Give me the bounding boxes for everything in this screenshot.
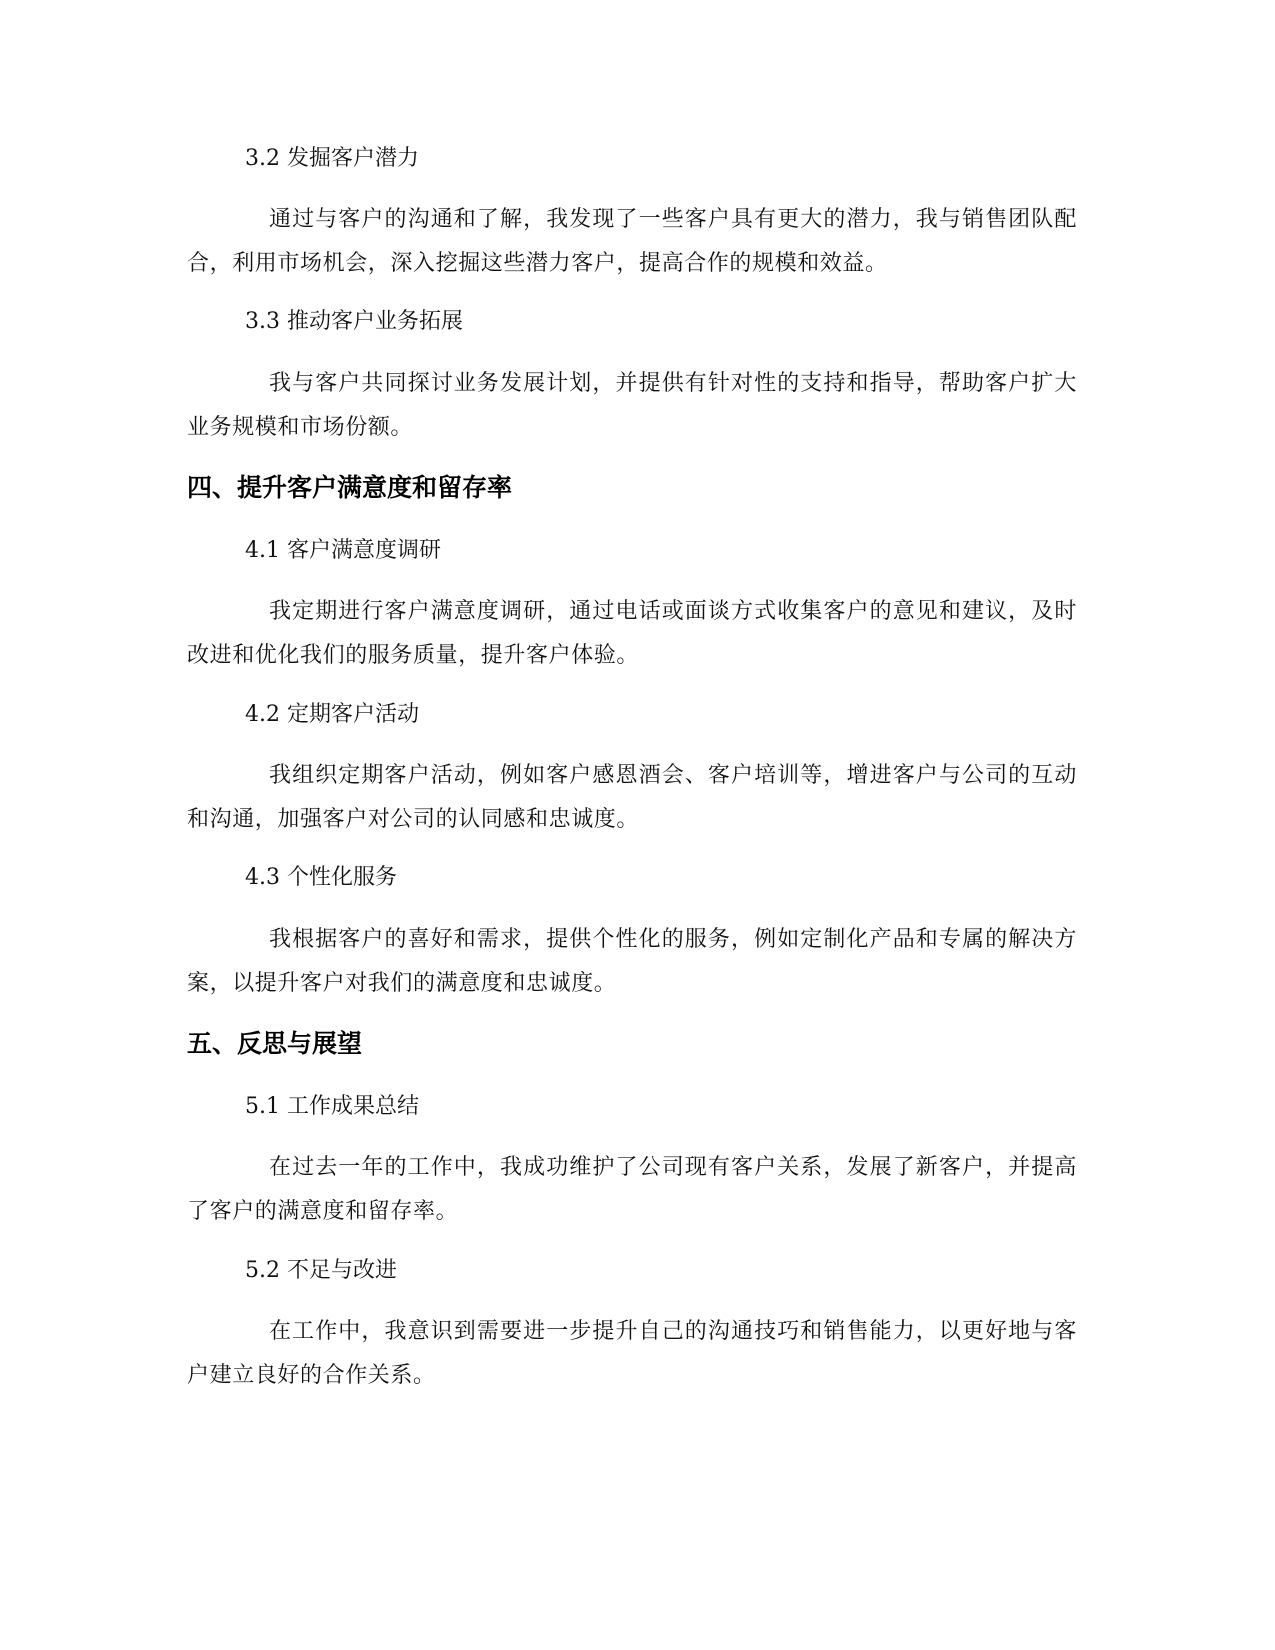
subheading-4-2: 4.2 定期客户活动: [245, 702, 419, 727]
paragraph-3-2: 通过与客户的沟通和了解，我发现了一些客户具有更大的潜力，我与销售团队配合，利用市场机会，深入挖掘这些潜力客户，提高合作的规模和效益。: [187, 207, 1077, 276]
subheading-5-2: 5.2 不足与改进: [245, 1258, 397, 1283]
subheading-5-1: 5.1 工作成果总结: [245, 1094, 419, 1119]
section-heading-5: 五、反思与展望: [187, 1029, 363, 1058]
paragraph-4-3: 我根据客户的喜好和需求，提供个性化的服务，例如定制化产品和专属的解决方案，以提升客户对我们的满意度和忠诚度。: [187, 927, 1077, 996]
subheading-3-3: 3.3 推动客户业务拓展: [245, 309, 463, 334]
paragraph-5-1: 在过去一年的工作中，我成功维护了公司现有客户关系，发展了新客户，并提高了客户的满意度和留存率。: [187, 1155, 1077, 1224]
paragraph-5-2: 在工作中，我意识到需要进一步提升自己的沟通技巧和销售能力，以更好地与客户建立良好的合作关系。: [187, 1319, 1077, 1388]
subheading-4-3: 4.3 个性化服务: [245, 865, 397, 890]
paragraph-4-1: 我定期进行客户满意度调研，通过电话或面谈方式收集客户的意见和建议，及时改进和优化我们的服务质量，提升客户体验。: [187, 599, 1077, 668]
paragraph-3-3: 我与客户共同探讨业务发展计划，并提供有针对性的支持和指导，帮助客户扩大业务规模和市场份额。: [187, 371, 1077, 440]
subheading-3-2: 3.2 发掘客户潜力: [245, 146, 419, 171]
paragraph-4-2: 我组织定期客户活动，例如客户感恩酒会、客户培训等，增进客户与公司的互动和沟通，加强客户对公司的认同感和忠诚度。: [187, 763, 1077, 832]
section-heading-4: 四、提升客户满意度和留存率: [187, 473, 513, 502]
subheading-4-1: 4.1 客户满意度调研: [245, 538, 441, 563]
